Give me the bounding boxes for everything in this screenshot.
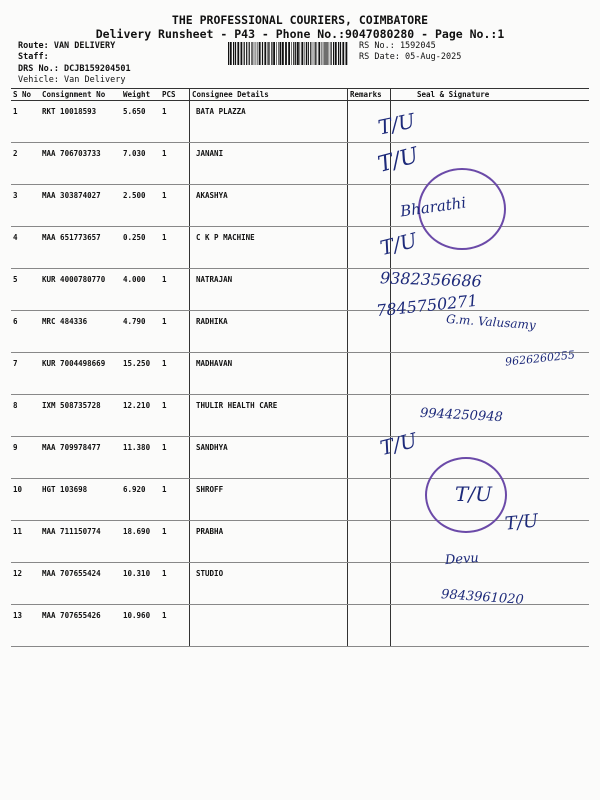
row-pcs: 1	[160, 269, 190, 311]
row-weight: 10.310	[121, 563, 160, 605]
row-consignment-no: MAA 651773657	[40, 227, 121, 269]
signature-3: Bharathi	[399, 193, 468, 221]
row-seal	[391, 605, 590, 647]
col-consignment: Consignment No	[40, 89, 121, 101]
row-remarks	[348, 185, 391, 227]
row-pcs: 1	[160, 227, 190, 269]
row-sno: 8	[11, 395, 40, 437]
row-remarks	[348, 395, 391, 437]
row-pcs: 1	[160, 437, 190, 479]
table-row	[11, 269, 589, 311]
name-6: G.m. Valusamy	[445, 311, 537, 333]
phone-8: 9944250948	[419, 405, 504, 426]
row-consignee: SANDHYA	[190, 437, 348, 479]
row-sno: 9	[11, 437, 40, 479]
row-consignee: RADHIKA	[190, 311, 348, 353]
row-consignee: STUDIO	[190, 563, 348, 605]
signature-4: T/U	[377, 227, 420, 261]
row-consignee	[190, 605, 348, 647]
vehicle-label: Vehicle: Van Delivery	[18, 75, 126, 85]
row-weight: 7.030	[121, 143, 160, 185]
row-consignment-no: MAA 707655426	[40, 605, 121, 647]
row-weight: 15.250	[121, 353, 160, 395]
row-weight: 2.500	[121, 185, 160, 227]
row-pcs: 1	[160, 353, 190, 395]
row-pcs: 1	[160, 311, 190, 353]
row-weight: 4.000	[121, 269, 160, 311]
row-consignee: C K P MACHINE	[190, 227, 348, 269]
phone-5: 9382356686	[379, 268, 483, 291]
route-label: Route: VAN DELIVERY	[18, 41, 116, 51]
row-consignment-no: MAA 711150774	[40, 521, 121, 563]
row-consignment-no: IXM 508735728	[40, 395, 121, 437]
row-consignment-no: MAA 709978477	[40, 437, 121, 479]
row-sno: 3	[11, 185, 40, 227]
phone-6: 7845750271	[375, 290, 479, 321]
row-consignee: MADHAVAN	[190, 353, 348, 395]
runsheet-subtitle: Delivery Runsheet - P43 - Phone No.:9047080280 - Page No.:1	[95, 27, 505, 41]
row-consignment-no: HGT 103698	[40, 479, 121, 521]
row-consignee: JANANI	[190, 143, 348, 185]
col-sno: S No	[11, 89, 40, 101]
row-consignee: BATA PLAZZA	[190, 101, 348, 143]
row-sno: 7	[11, 353, 40, 395]
row-weight: 4.790	[121, 311, 160, 353]
phone-7: 9626260255	[504, 348, 576, 369]
table-row	[11, 521, 589, 563]
table-row	[11, 353, 589, 395]
row-consignee: THULIR HEALTH CARE	[190, 395, 348, 437]
col-seal: Seal & Signature	[391, 89, 590, 101]
table-row	[11, 143, 589, 185]
row-sno: 4	[11, 227, 40, 269]
row-sno: 1	[11, 101, 40, 143]
col-pcs: PCS	[160, 89, 190, 101]
row-consignment-no: MAA 707655424	[40, 563, 121, 605]
row-pcs: 1	[160, 101, 190, 143]
row-consignment-no: RKT 10018593	[40, 101, 121, 143]
signature-1: T/U	[375, 108, 418, 140]
row-weight: 0.250	[121, 227, 160, 269]
row-weight: 5.650	[121, 101, 160, 143]
row-consignee: SHROFF	[190, 479, 348, 521]
row-sno: 2	[11, 143, 40, 185]
rs-date: RS Date: 05-Aug-2025	[359, 52, 462, 62]
table-row	[11, 605, 589, 647]
row-pcs: 1	[160, 521, 190, 563]
row-pcs: 1	[160, 605, 190, 647]
row-consignment-no: MAA 303874027	[40, 185, 121, 227]
row-weight: 6.920	[121, 479, 160, 521]
row-consignee: NATRAJAN	[190, 269, 348, 311]
barcode	[228, 42, 348, 65]
staff-label: Staff:	[18, 52, 49, 62]
row-weight: 11.380	[121, 437, 160, 479]
row-weight: 12.210	[121, 395, 160, 437]
row-sno: 12	[11, 563, 40, 605]
row-remarks	[348, 605, 391, 647]
row-remarks	[348, 353, 391, 395]
rs-number: RS No.: 1592045	[359, 41, 436, 51]
row-remarks	[348, 563, 391, 605]
row-sno: 6	[11, 311, 40, 353]
row-consignee: AKASHYA	[190, 185, 348, 227]
row-weight: 10.960	[121, 605, 160, 647]
row-sno: 11	[11, 521, 40, 563]
signature-12: Devu	[444, 550, 480, 569]
row-consignment-no: MRC 484336	[40, 311, 121, 353]
col-consignee: Consignee Details	[190, 89, 348, 101]
drs-number: DRS No.: DCJB159204501	[18, 64, 131, 74]
row-consignment-no: MAA 706703733	[40, 143, 121, 185]
row-pcs: 1	[160, 185, 190, 227]
row-pcs: 1	[160, 563, 190, 605]
row-sno: 10	[11, 479, 40, 521]
row-weight: 18.690	[121, 521, 160, 563]
row-remarks	[348, 521, 391, 563]
table-row	[11, 437, 589, 479]
signature-9: T/U	[377, 427, 420, 461]
row-consignee: PRABHA	[190, 521, 348, 563]
signature-11: T/U	[503, 510, 540, 535]
table-header-row	[11, 89, 589, 101]
row-sno: 5	[11, 269, 40, 311]
row-consignment-no: KUR 7004498669	[40, 353, 121, 395]
row-consignment-no: KUR 4000780770	[40, 269, 121, 311]
col-weight: Weight	[121, 89, 160, 101]
row-pcs: 1	[160, 395, 190, 437]
row-seal	[391, 101, 590, 143]
phone-13: 9843961020	[440, 587, 525, 608]
signature-10: T/U	[455, 482, 492, 506]
signature-2: T/U	[375, 143, 422, 178]
table-row	[11, 101, 589, 143]
row-remarks	[348, 479, 391, 521]
row-sno: 13	[11, 605, 40, 647]
runsheet-table	[11, 88, 589, 647]
row-pcs: 1	[160, 143, 190, 185]
table-row	[11, 227, 589, 269]
row-pcs: 1	[160, 479, 190, 521]
company-title: THE PROFESSIONAL COURIERS, COIMBATORE	[171, 13, 429, 27]
row-seal	[391, 521, 590, 563]
col-remarks: Remarks	[348, 89, 391, 101]
